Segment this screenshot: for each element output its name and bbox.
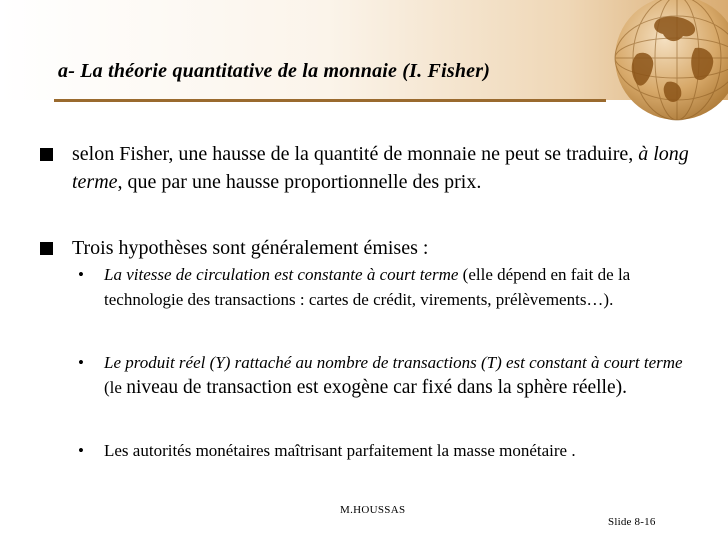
slide-title: a- La théorie quantitative de la monnaie (I. Fisher) (58, 60, 491, 82)
sub-bullet-2-rest-small: (le (104, 378, 127, 397)
dot-bullet-icon: • (78, 441, 84, 460)
sub-bullet-1-rest: (elle dépend en fait de la technologie des transactions : cartes de crédit, virements, prélèvements…). (104, 265, 631, 309)
bullet-1-italic: à long terme (72, 143, 689, 193)
bullet-1-text-a: selon Fisher, une hausse de la quantité de monnaie ne peut se traduire, (72, 143, 639, 165)
title-underline (54, 99, 606, 102)
bullet-1-text-b: , que par une hausse proportionnelle des prix. (117, 171, 482, 193)
dot-bullet-icon: • (78, 353, 84, 372)
footer-slide-number: Slide 8-16 (608, 516, 656, 528)
sub-bullet-3-text: Les autorités monétaires maîtrisant parfaitement la masse monétaire . (104, 441, 576, 460)
square-bullet-icon (40, 242, 53, 255)
sub-bullet-2-rest-large: niveau de transaction est exogène car fixé dans la sphère réelle). (126, 377, 627, 398)
globe-icon (597, 0, 728, 122)
dot-bullet-icon: • (78, 265, 84, 284)
bullet-1-text (72, 140, 692, 196)
square-bullet-icon (40, 148, 53, 161)
sub-bullet-2-text (104, 350, 694, 400)
footer-author: M.HOUSSAS (340, 504, 406, 516)
sub-bullet-1-italic: La vitesse de circulation est constante à court terme (104, 265, 459, 284)
bullet-2-text: Trois hypothèses sont généralement émises : (72, 237, 429, 259)
sub-bullet-2-italic: Le produit réel (Y) rattaché au nombre de transactions (T) est constant à court terme (104, 353, 683, 372)
sub-bullet-1-text (104, 262, 694, 312)
